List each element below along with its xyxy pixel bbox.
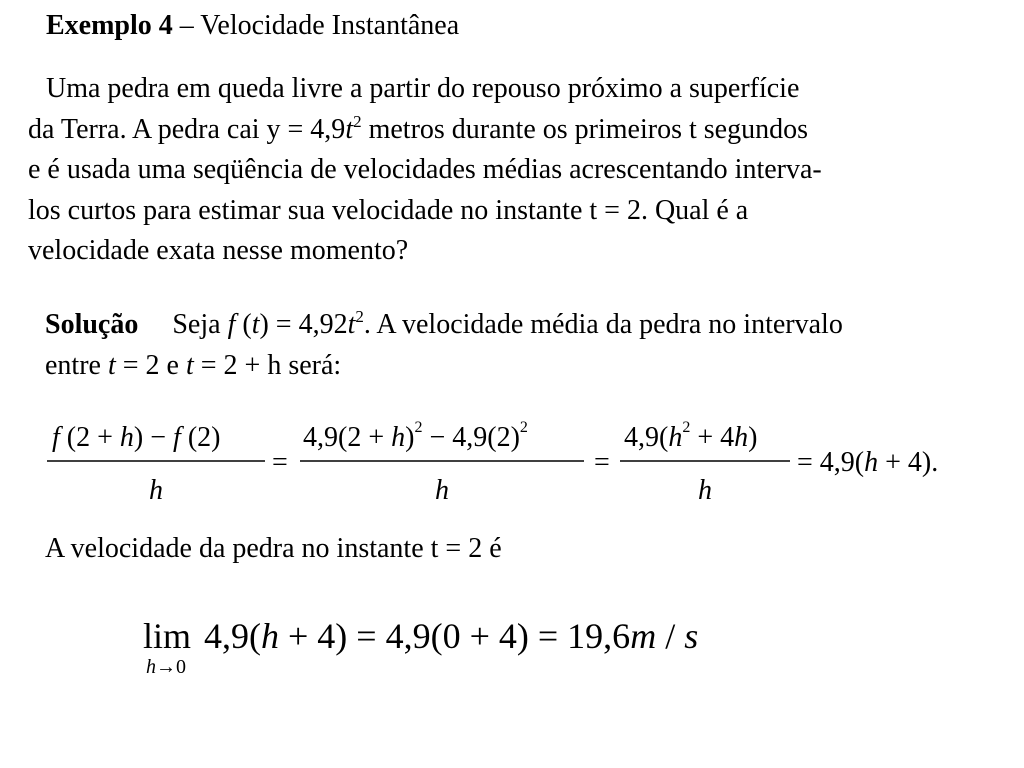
- num3-a: 4,9(: [624, 422, 669, 453]
- num1-f2: f: [173, 422, 181, 453]
- example-title-bold: Exemplo 4: [46, 10, 173, 41]
- limit-expression: [204, 616, 698, 656]
- num1-d: ) −: [133, 422, 174, 453]
- solution-bt1: t: [107, 350, 116, 381]
- limit-lim: lim: [143, 616, 192, 656]
- limit-sub-0: 0: [176, 656, 186, 678]
- problem-line-1: Uma pedra em queda livre a partir do repouso próximo a superfície: [46, 73, 800, 104]
- num3-e: ): [748, 422, 758, 453]
- solution-a4: . A velocidade média da pedra no intervalo: [363, 309, 843, 340]
- example-title-rest: – Velocidade Instantânea: [172, 10, 460, 41]
- num1-h: h: [119, 422, 134, 453]
- fraction-2-numerator: [303, 419, 528, 453]
- num2-h: h: [391, 422, 406, 453]
- solution-b2: = 2 e: [115, 350, 186, 381]
- problem-line-5: velocidade exata nesse momento?: [28, 235, 409, 266]
- solution-b3: = 2 + h será:: [193, 350, 342, 381]
- num2-sup2: 2: [519, 419, 528, 436]
- fraction-1-denominator: h: [149, 475, 163, 506]
- equals-1: =: [272, 447, 288, 478]
- fraction-3-numerator: [624, 419, 757, 453]
- solution-t2: t: [347, 309, 356, 340]
- num3-c: + 4: [690, 422, 735, 453]
- num1-end: (2): [180, 422, 221, 453]
- equation-result: [797, 447, 938, 478]
- example-title: [46, 10, 459, 42]
- limit-expr-a: 4,9(: [204, 616, 261, 656]
- num3-h2: h: [734, 422, 749, 453]
- num2-a: 4,9(2 +: [303, 422, 392, 453]
- num1-f: f: [52, 422, 60, 453]
- num2-c: ): [405, 422, 415, 453]
- limit-expr-h: h: [261, 616, 279, 656]
- limit-equation: [143, 616, 698, 678]
- solution-f: f: [227, 309, 236, 340]
- equals-2: =: [594, 447, 610, 478]
- fraction-2-denominator: h: [435, 475, 449, 506]
- num1-b: (2 +: [59, 422, 120, 453]
- res-a: = 4,9(: [797, 447, 865, 478]
- solution-a3: ) = 4,92: [259, 309, 348, 340]
- limit-subscript: [146, 656, 186, 678]
- solution-a2: (: [235, 309, 252, 340]
- limit-unit-m: m: [630, 616, 657, 656]
- solution-label: Solução: [45, 309, 139, 340]
- num3-h: h: [668, 422, 683, 453]
- limit-unit-s: s: [684, 616, 699, 656]
- problem-line-4: los curtos para estimar sua velocidade no instante t = 2. Qual é a: [28, 194, 749, 226]
- average-velocity-equation: [47, 419, 938, 506]
- problem-line-2-b: metros durante os primeiros t segundos: [361, 113, 808, 145]
- problem-line-2-sup: 2: [353, 111, 362, 131]
- limit-unit-slash: /: [656, 616, 685, 656]
- num2-sup1: 2: [414, 419, 423, 436]
- num3-sup: 2: [682, 419, 691, 436]
- limit-expr-c: + 4) = 4,9(0 + 4) = 19,6: [279, 616, 631, 656]
- res-h: h: [864, 447, 879, 478]
- problem-line-3: e é usada uma seqüência de velocidades médias acrescentando interva-: [28, 154, 822, 185]
- solution-sup: 2: [355, 307, 364, 326]
- problem-line-2: [28, 110, 1003, 151]
- conclusion-text: A velocidade da pedra no instante t = 2 é: [45, 533, 502, 564]
- res-c: + 4).: [878, 447, 939, 478]
- solution-b1: entre: [45, 350, 108, 381]
- solution-t: t: [251, 309, 260, 340]
- solution-line-1: [45, 309, 843, 341]
- solution-bt2: t: [185, 350, 194, 381]
- limit-sub-arrow: →: [156, 656, 176, 678]
- solution-a1: Seja: [172, 309, 228, 340]
- fraction-1-numerator: [52, 422, 220, 453]
- problem-line-2-t: t: [345, 113, 354, 145]
- problem-statement: [28, 69, 1003, 272]
- problem-line-2-a: da Terra. A pedra cai y = 4,9: [28, 113, 346, 145]
- solution-line-2: [45, 350, 341, 382]
- num2-d: − 4,9(2): [422, 422, 520, 453]
- limit-sub-h: h: [146, 656, 156, 678]
- fraction-3-denominator: h: [698, 475, 712, 506]
